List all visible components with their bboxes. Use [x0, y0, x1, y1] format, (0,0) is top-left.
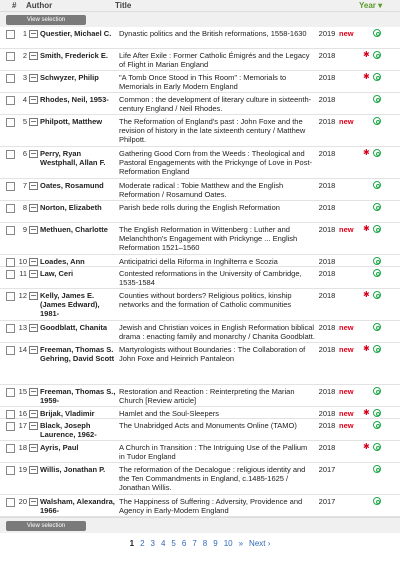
select-checkbox[interactable]: [6, 150, 15, 159]
row-number: 10: [18, 257, 27, 266]
altmetric-icon[interactable]: ✱: [363, 408, 370, 417]
new-badge: new: [339, 323, 354, 332]
document-icon[interactable]: [29, 498, 38, 506]
author-link[interactable]: Goodblatt, Chanita: [40, 323, 108, 332]
bottom-button-bar: [0, 517, 400, 533]
row-number: 6: [22, 149, 27, 158]
table-row: [0, 27, 400, 49]
page-link-2[interactable]: 2: [140, 538, 145, 548]
new-badge: [339, 267, 363, 288]
select-checkbox[interactable]: [6, 118, 15, 127]
new-badge: [339, 463, 363, 494]
document-icon[interactable]: [29, 346, 38, 354]
row-number: 14: [18, 345, 27, 354]
new-badge: [339, 201, 363, 222]
new-badge: new: [339, 345, 354, 354]
page-link-7[interactable]: 7: [192, 538, 197, 548]
open-access-icon[interactable]: [373, 95, 381, 103]
document-icon[interactable]: [29, 30, 38, 38]
table-row: [0, 441, 400, 463]
title-link[interactable]: Anticipatrici della Riforma in Inghilterra e Scozia: [119, 257, 278, 266]
table-row: [0, 115, 400, 147]
select-checkbox[interactable]: [6, 466, 15, 475]
new-badge: [339, 179, 363, 200]
year-value: 2018: [318, 387, 336, 396]
row-number: 8: [22, 203, 27, 212]
select-checkbox[interactable]: [6, 182, 15, 191]
row-number: 15: [18, 387, 27, 396]
altmetric-icon: [363, 201, 373, 222]
author-link[interactable]: Questier, Michael C.: [40, 29, 112, 38]
author-link[interactable]: Kelly, James E. (James Edward), 1981-: [40, 291, 100, 318]
page-link-9[interactable]: 9: [213, 538, 218, 548]
altmetric-icon[interactable]: ✱: [363, 442, 370, 451]
select-checkbox[interactable]: [6, 74, 15, 83]
title-link[interactable]: The Happiness of Suffering : Adversity, Providence and Agency in Early-Modern England: [119, 497, 303, 515]
new-badge: [339, 93, 363, 114]
year-value: 2018: [318, 203, 336, 212]
altmetric-icon: [363, 179, 373, 200]
row-number: 4: [22, 95, 27, 104]
row-number: 5: [22, 117, 27, 126]
altmetric-icon: [363, 419, 373, 440]
altmetric-icon: [363, 115, 373, 146]
year-value: 2018: [318, 257, 336, 266]
title-link[interactable]: Martyrologists without Boundaries : The Collaboration of John Foxe and Heinrich Pantaleon: [119, 345, 306, 363]
table-row: [0, 223, 400, 255]
year-value: 2018: [318, 409, 336, 418]
open-access-icon[interactable]: [373, 409, 381, 417]
header-title[interactable]: Title: [115, 1, 132, 10]
year-value: 2018: [318, 73, 336, 82]
altmetric-icon: [363, 321, 373, 342]
author-link[interactable]: Rhodes, Neil, 1953-: [40, 95, 109, 104]
new-badge: [339, 49, 363, 70]
select-checkbox[interactable]: [6, 270, 15, 279]
title-link[interactable]: Contested reformations in the University of Cambridge, 1535-1584: [119, 269, 302, 287]
open-access-icon[interactable]: [373, 257, 381, 265]
author-link[interactable]: Loades, Ann: [40, 257, 85, 266]
row-number: 11: [19, 269, 27, 278]
open-access-icon[interactable]: [373, 149, 381, 157]
title-link[interactable]: Moderate radical : Tobie Matthew and the English Reformation / Rosamund Oates.: [119, 181, 284, 199]
select-checkbox[interactable]: [6, 444, 15, 453]
top-button-bar: [0, 12, 400, 27]
view-selection-button-top[interactable]: View selection: [6, 15, 86, 25]
year-value: 2018: [318, 117, 336, 126]
new-badge: [339, 289, 363, 320]
open-access-icon[interactable]: [373, 181, 381, 189]
select-checkbox[interactable]: [6, 422, 15, 431]
author-link[interactable]: Willis, Jonathan P.: [40, 465, 106, 474]
title-link[interactable]: A Church in Transition : The Intriguing Use of the Pallium in Tudor England: [119, 443, 308, 461]
year-value: 2018: [318, 345, 336, 354]
select-checkbox[interactable]: [6, 30, 15, 39]
author-link[interactable]: Philpott, Matthew: [40, 117, 103, 126]
table-row: [0, 385, 400, 407]
new-badge: new: [339, 29, 354, 38]
document-icon[interactable]: [29, 258, 38, 266]
new-badge: [339, 255, 363, 266]
document-icon[interactable]: [29, 324, 38, 332]
open-access-icon[interactable]: [373, 51, 381, 59]
title-link[interactable]: Counties without borders? Religious politics, kinship networks and the formation of Catholic communities: [119, 291, 292, 309]
select-checkbox[interactable]: [6, 346, 15, 355]
new-badge: [339, 441, 363, 462]
author-link[interactable]: Oates, Rosamund: [40, 181, 104, 190]
author-link[interactable]: Ayris, Paul: [40, 443, 79, 452]
table-row: [0, 321, 400, 343]
new-badge: [339, 495, 363, 516]
author-link[interactable]: Black, Joseph Laurence, 1962-: [40, 421, 97, 439]
year-value: 2018: [318, 51, 336, 60]
document-icon[interactable]: [29, 410, 38, 418]
table-row: [0, 93, 400, 115]
row-number: 3: [22, 73, 27, 82]
new-badge: [339, 71, 363, 92]
title-link[interactable]: The reformation of the Decalogue : religious identity and the Ten Commandments in England, c.1485-1625 / Jonathan Willis.: [119, 465, 306, 492]
author-link[interactable]: Methuen, Charlotte: [40, 225, 108, 234]
year-value: 2018: [318, 181, 336, 190]
new-badge: new: [339, 409, 354, 418]
header-year-sort[interactable]: Year ▾: [359, 1, 383, 10]
select-checkbox[interactable]: [6, 52, 15, 61]
page-link-10[interactable]: 10: [223, 538, 233, 548]
row-number: 18: [18, 443, 27, 452]
pagination: [0, 533, 400, 553]
results-table: [0, 27, 400, 517]
author-link[interactable]: Freeman, Thomas S. Gehring, David Scott: [40, 345, 115, 363]
title-link[interactable]: The English Reformation in Wittenberg : Luther and Melanchthon's Engagement with Prickynge ... English Reformation 1521–1560: [119, 225, 298, 252]
table-row: [0, 407, 400, 419]
document-icon[interactable]: [29, 466, 38, 474]
title-link[interactable]: Restoration and Reaction : Reinterpreting the Marian Church [Review article]: [119, 387, 295, 405]
year-value: 2017: [318, 465, 336, 474]
table-row: [0, 255, 400, 267]
select-checkbox[interactable]: [6, 388, 15, 397]
header-author[interactable]: Author: [26, 1, 53, 10]
open-access-icon[interactable]: [373, 421, 381, 429]
table-row: [0, 179, 400, 201]
document-icon[interactable]: [29, 204, 38, 212]
select-checkbox[interactable]: [6, 498, 15, 507]
document-icon[interactable]: [29, 182, 38, 190]
page-link-8[interactable]: 8: [202, 538, 208, 548]
year-value: 2018: [318, 149, 336, 158]
year-value: 2019: [318, 29, 336, 38]
row-number: 2: [22, 51, 27, 60]
altmetric-icon[interactable]: ✱: [363, 224, 370, 233]
table-row: [0, 71, 400, 93]
table-row: [0, 343, 400, 385]
year-value: 2018: [318, 421, 336, 430]
open-access-icon[interactable]: [373, 269, 381, 277]
row-number: 12: [18, 291, 27, 300]
table-row: [0, 463, 400, 495]
open-access-icon[interactable]: [373, 443, 381, 451]
row-number: 16: [18, 409, 27, 418]
select-checkbox[interactable]: [6, 324, 15, 333]
more-pages-link[interactable]: »: [238, 538, 244, 548]
row-number: 20: [18, 497, 27, 506]
document-icon[interactable]: [29, 444, 38, 452]
altmetric-icon[interactable]: ✱: [363, 50, 370, 59]
new-badge: new: [339, 387, 354, 396]
new-badge: new: [339, 225, 354, 234]
page-link-1[interactable]: 1: [129, 538, 135, 548]
altmetric-icon: [363, 463, 373, 494]
author-link[interactable]: Smith, Frederick E.: [40, 51, 108, 60]
year-value: 2018: [318, 269, 336, 278]
year-value: 2018: [318, 95, 336, 104]
page-link-4[interactable]: 4: [160, 538, 166, 548]
open-access-icon[interactable]: [373, 345, 381, 353]
table-row: [0, 267, 400, 289]
title-link[interactable]: Dynastic politics and the British reformations, 1558-1630: [119, 29, 307, 38]
year-value: 2018: [318, 443, 336, 452]
altmetric-icon: [363, 27, 373, 48]
title-link[interactable]: The Reformation of England's past : John Foxe and the revision of history in the late sixteenth century / Matthew Philpott.: [119, 117, 306, 144]
table-header: [0, 0, 400, 12]
open-access-icon[interactable]: [373, 291, 381, 299]
open-access-icon[interactable]: [373, 387, 381, 395]
document-icon[interactable]: [29, 52, 38, 60]
altmetric-icon[interactable]: ✱: [363, 148, 370, 157]
table-row: [0, 49, 400, 71]
view-selection-button-bottom[interactable]: View selection: [6, 521, 86, 531]
open-access-icon[interactable]: [373, 465, 381, 473]
year-value: 2018: [318, 323, 336, 332]
altmetric-icon[interactable]: ✱: [363, 344, 370, 353]
open-access-icon[interactable]: [373, 117, 381, 125]
select-checkbox[interactable]: [6, 258, 15, 267]
author-link[interactable]: Norton, Elizabeth: [40, 203, 102, 212]
title-link[interactable]: The Unabridged Acts and Monuments Online (TAMO): [119, 421, 297, 430]
new-badge: new: [339, 421, 354, 430]
author-link[interactable]: Schwyzer, Philip: [40, 73, 99, 82]
title-link[interactable]: Jewish and Christian voices in English Reformation biblical drama : enacting family and monarchy / Chanita Goodblatt.: [119, 323, 315, 341]
document-icon[interactable]: [29, 96, 38, 104]
select-checkbox[interactable]: [6, 410, 15, 419]
new-badge: new: [339, 117, 354, 126]
select-checkbox[interactable]: [6, 96, 15, 105]
title-link[interactable]: "A Tomb Once Stood in This Room" : Memorials to Memorials in Early Modern England: [119, 73, 287, 91]
table-row: [0, 289, 400, 321]
altmetric-icon: [363, 267, 373, 288]
document-icon[interactable]: [29, 150, 38, 158]
author-link[interactable]: Law, Ceri: [40, 269, 74, 278]
altmetric-icon[interactable]: ✱: [363, 72, 370, 81]
open-access-icon[interactable]: [373, 203, 381, 211]
page-link-6[interactable]: 6: [181, 538, 187, 548]
table-row: [0, 495, 400, 517]
open-access-icon[interactable]: [373, 323, 381, 331]
document-icon[interactable]: [29, 270, 38, 278]
author-link[interactable]: Walsham, Alexandra, 1966-: [40, 497, 115, 515]
author-link[interactable]: Brijak, Vladimir: [40, 409, 95, 418]
altmetric-icon: [363, 255, 373, 266]
select-checkbox[interactable]: [6, 292, 15, 301]
altmetric-icon[interactable]: ✱: [363, 290, 370, 299]
document-icon[interactable]: [29, 388, 38, 396]
open-access-icon[interactable]: [373, 29, 381, 37]
open-access-icon[interactable]: [373, 497, 381, 505]
new-badge: [339, 147, 363, 178]
row-number: 1: [22, 29, 27, 38]
row-number: 13: [18, 323, 27, 332]
document-icon[interactable]: [29, 118, 38, 126]
open-access-icon[interactable]: [373, 73, 381, 81]
table-row: [0, 201, 400, 223]
next-page-link[interactable]: Next ›: [249, 538, 271, 548]
page-link-5[interactable]: 5: [171, 538, 176, 548]
title-link[interactable]: Gathering Good Corn from the Weeds : Theological and Pastoral Engagements with the Prickynge of Love in Post-Reformation England: [119, 149, 313, 176]
row-number: 19: [18, 465, 27, 474]
document-icon[interactable]: [29, 422, 38, 430]
table-row: [0, 147, 400, 179]
select-checkbox[interactable]: [6, 204, 15, 213]
header-number: #: [12, 1, 17, 10]
document-icon[interactable]: [29, 74, 38, 82]
year-value: 2018: [318, 291, 336, 300]
open-access-icon[interactable]: [373, 225, 381, 233]
title-link[interactable]: Common : the development of literary culture in sixteenth-century England / Neil Rhodes.: [119, 95, 312, 113]
row-number: 9: [22, 225, 27, 234]
select-checkbox[interactable]: [6, 226, 15, 235]
document-icon[interactable]: [29, 292, 38, 300]
row-number: 7: [22, 181, 27, 190]
altmetric-icon: [363, 93, 373, 114]
altmetric-icon: [363, 385, 373, 406]
title-link[interactable]: Parish bede rolls during the English Reformation: [119, 203, 280, 212]
altmetric-icon: [363, 495, 373, 516]
row-number: 17: [18, 421, 27, 430]
author-link[interactable]: Perry, Ryan Westphall, Allan F.: [40, 149, 106, 167]
year-value: 2017: [318, 497, 336, 506]
author-link[interactable]: Freeman, Thomas S., 1959-: [40, 387, 116, 405]
title-link[interactable]: Hamlet and the Soul-Sleepers: [119, 409, 220, 418]
year-value: 2018: [318, 225, 336, 234]
document-icon[interactable]: [29, 226, 38, 234]
title-link[interactable]: Life After Exile : Former Catholic Émigrés and the Legacy of Flight in Marian England: [119, 51, 310, 69]
page-link-3[interactable]: 3: [150, 538, 155, 548]
table-row: [0, 419, 400, 441]
